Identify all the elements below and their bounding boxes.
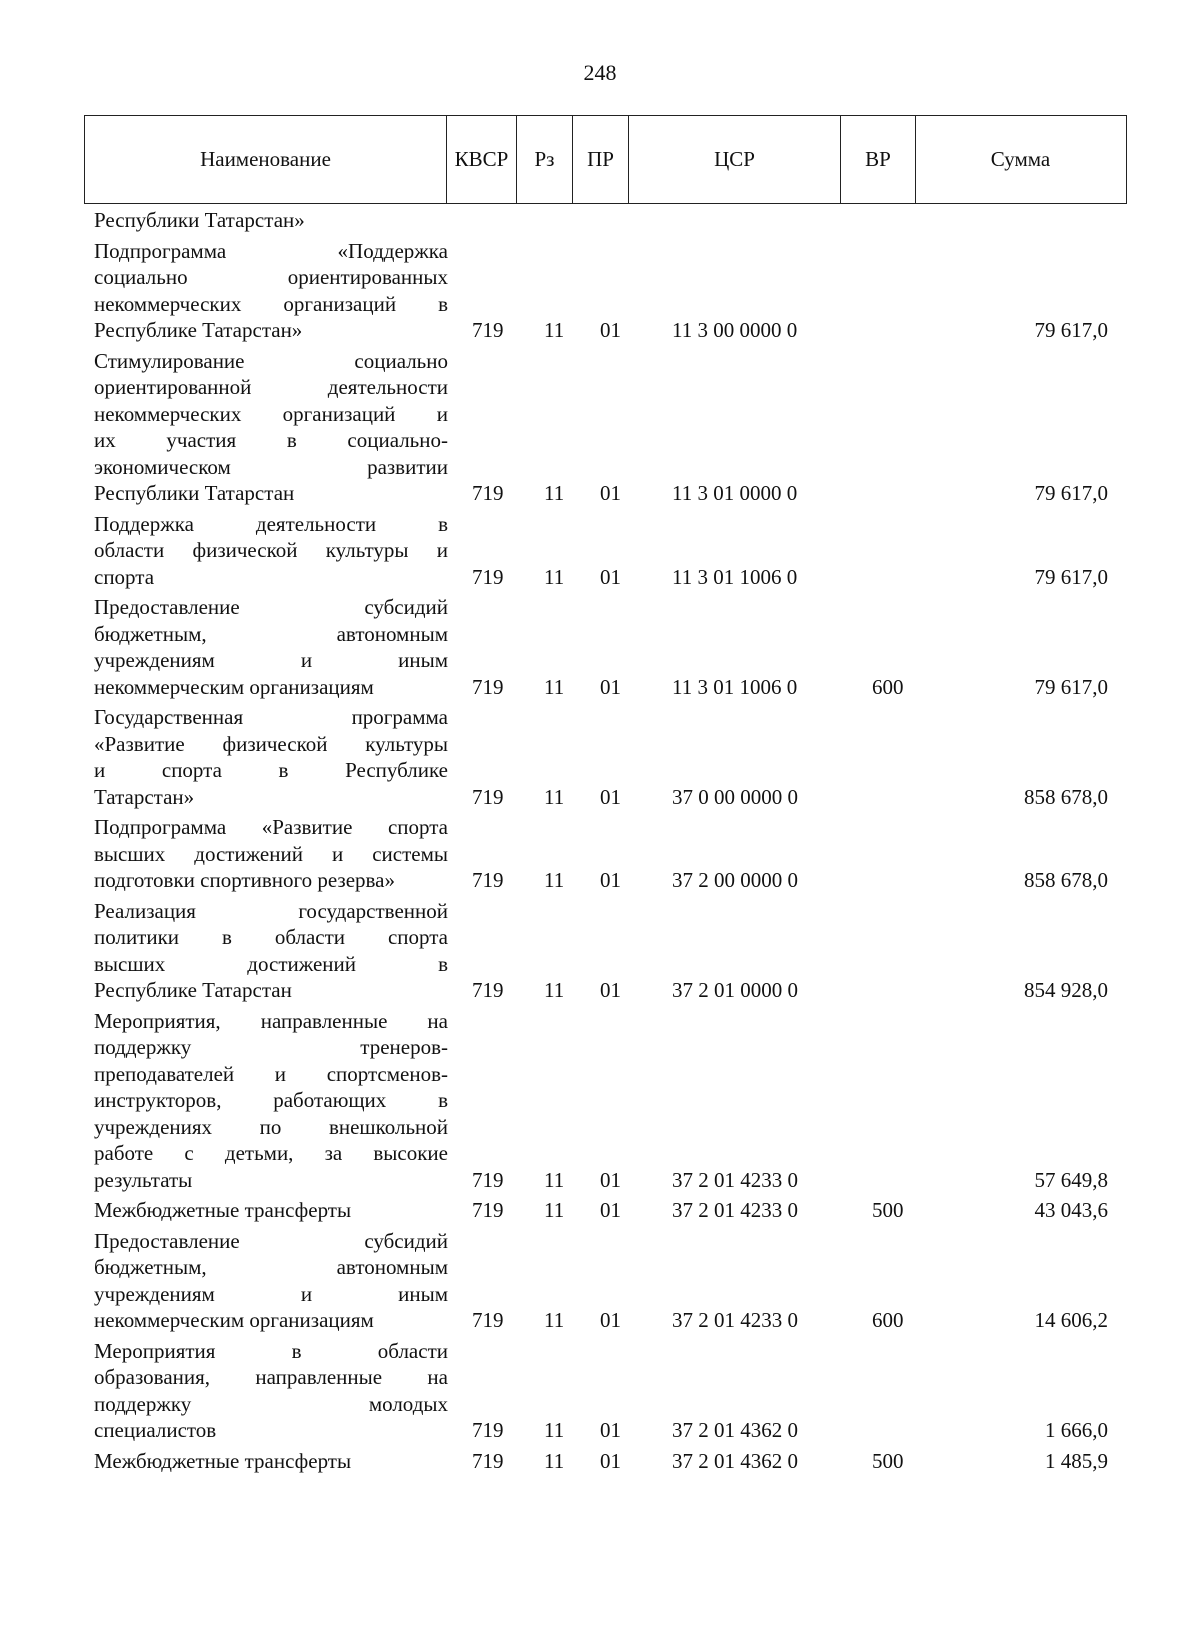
row-name-line: работе с детьми, за высокие [94, 1141, 448, 1165]
row-name-line: учреждениях по внешкольной [94, 1114, 448, 1139]
row-name-line: политики в области спорта [94, 925, 448, 949]
table-row [0, 1338, 1200, 1448]
table-row [0, 1228, 1200, 1338]
row-name-line: поддержку молодых [94, 1391, 448, 1416]
row-name-line: Государственная программа [94, 705, 448, 729]
row-name-line: их участия в социально- [94, 428, 448, 452]
cell-sum: 1 485,9 [1045, 1448, 1108, 1473]
cell-csr: 37 2 00 0000 0 [672, 868, 798, 892]
row-name [94, 1228, 448, 1334]
table-row [0, 1448, 1200, 1479]
row-name-line: Стимулирование социально [94, 348, 448, 373]
row-name-line: подготовки спортивного резерва» [94, 868, 395, 892]
cell-pr: 01 [600, 978, 621, 1002]
cell-csr: 37 2 01 4233 0 [672, 1167, 798, 1192]
cell-pr: 01 [600, 1418, 621, 1442]
row-name-line: Поддержка деятельности в [94, 511, 448, 536]
cell-csr: 37 2 01 4362 0 [672, 1448, 798, 1473]
cell-sum: 79 617,0 [1034, 674, 1108, 699]
row-name-line: преподавателей и спортсменов- [94, 1061, 448, 1086]
row-name [94, 1448, 448, 1475]
cell-kvsr: 719 [472, 784, 504, 809]
row-name-line: Предоставление субсидий [94, 595, 448, 619]
cell-sum: 79 617,0 [1034, 564, 1108, 589]
table-row [0, 207, 1200, 238]
table-row [0, 814, 1200, 898]
cell-csr: 11 3 01 1006 0 [672, 674, 798, 699]
cell-kvsr: 719 [472, 564, 504, 589]
row-name [94, 1008, 448, 1194]
cell-vr: 500 [872, 1448, 904, 1473]
row-name-line: некоммерческим организациям [94, 1308, 374, 1332]
row-name-line: результаты [94, 1167, 193, 1192]
cell-sum: 858 678,0 [1024, 868, 1108, 892]
row-name-line: Межбюджетные трансферты [94, 1198, 352, 1222]
cell-pr: 01 [600, 1448, 621, 1473]
cell-kvsr: 719 [472, 1418, 504, 1442]
row-name-line: Реализация государственной [94, 898, 448, 923]
row-name [94, 1197, 448, 1224]
row-name [94, 594, 448, 700]
cell-sum: 854 928,0 [1024, 978, 1108, 1002]
cell-rz: 11 [544, 674, 565, 699]
row-name-line: некоммерческим организациям [94, 674, 374, 699]
row-name-line: «Развитие физической культуры [94, 731, 448, 756]
row-name-line: социально ориентированных [94, 265, 448, 289]
cell-rz: 11 [544, 1448, 565, 1473]
cell-sum: 79 617,0 [1034, 318, 1108, 342]
cell-rz: 11 [544, 978, 565, 1002]
header-vr: ВР [840, 116, 915, 203]
cell-csr: 37 0 00 0000 0 [672, 784, 798, 809]
cell-rz: 11 [544, 318, 565, 342]
row-name [94, 511, 448, 591]
page-number: 248 [583, 60, 617, 85]
row-name-line: бюджетным, автономным [94, 621, 448, 646]
cell-sum: 43 043,6 [1034, 1198, 1108, 1222]
row-name [94, 814, 448, 894]
cell-pr: 01 [600, 1198, 621, 1222]
table-row [0, 1008, 1200, 1198]
cell-csr: 11 3 01 1006 0 [672, 564, 798, 589]
cell-kvsr: 719 [472, 481, 504, 505]
cell-kvsr: 719 [472, 1198, 504, 1222]
table-row [0, 594, 1200, 704]
cell-csr: 37 2 01 4233 0 [672, 1198, 798, 1222]
cell-pr: 01 [600, 674, 621, 699]
header-rz: Рз [516, 116, 572, 203]
cell-csr: 37 2 01 4362 0 [672, 1418, 798, 1442]
table-row [0, 348, 1200, 511]
row-name-line: Республики Татарстан» [94, 208, 305, 232]
header-csr: ЦСР [628, 116, 840, 203]
table-row [0, 898, 1200, 1008]
cell-kvsr: 719 [472, 978, 504, 1002]
row-name-line: некоммерческих организаций в [94, 291, 448, 316]
cell-kvsr: 719 [472, 1308, 504, 1332]
cell-rz: 11 [544, 1167, 565, 1192]
cell-sum: 79 617,0 [1034, 481, 1108, 505]
row-name-line: образования, направленные на [94, 1365, 448, 1389]
row-name-line: инструкторов, работающих в [94, 1088, 448, 1112]
row-name-line: высших достижений и системы [94, 841, 448, 866]
header-pr: ПР [572, 116, 628, 203]
row-name [94, 898, 448, 1004]
cell-rz: 11 [544, 1198, 565, 1222]
cell-pr: 01 [600, 1167, 621, 1192]
row-name-line: и спорта в Республике [94, 758, 448, 782]
cell-pr: 01 [600, 481, 621, 505]
row-name-line: некоммерческих организаций и [94, 401, 448, 426]
cell-kvsr: 719 [472, 318, 504, 342]
row-name-line: учреждениям и иным [94, 648, 448, 672]
cell-rz: 11 [544, 784, 565, 809]
cell-vr: 600 [872, 1308, 904, 1332]
cell-pr: 01 [600, 868, 621, 892]
table-row [0, 704, 1200, 814]
table-row [0, 1197, 1200, 1228]
cell-sum: 858 678,0 [1024, 784, 1108, 809]
table-header [84, 115, 1127, 204]
cell-pr: 01 [600, 784, 621, 809]
row-name [94, 238, 448, 344]
cell-pr: 01 [600, 318, 621, 342]
row-name [94, 704, 448, 810]
cell-csr: 11 3 01 0000 0 [672, 481, 798, 505]
row-name-line: Мероприятия, направленные на [94, 1008, 448, 1033]
row-name [94, 207, 448, 234]
row-name-line: поддержку тренеров- [94, 1035, 448, 1059]
row-name-line: специалистов [94, 1418, 217, 1442]
row-name-line: области физической культуры и [94, 538, 448, 562]
header-sum: Сумма [915, 116, 1125, 203]
row-name-line: учреждениям и иным [94, 1281, 448, 1306]
row-name-line: бюджетным, автономным [94, 1255, 448, 1279]
header-name: Наименование [200, 147, 331, 171]
cell-pr: 01 [600, 1308, 621, 1332]
row-name-line: спорта [94, 564, 155, 589]
header-kvsr: КВСР [446, 116, 516, 203]
cell-sum: 14 606,2 [1034, 1308, 1108, 1332]
cell-vr: 600 [872, 674, 904, 699]
cell-sum: 57 649,8 [1034, 1167, 1108, 1192]
cell-rz: 11 [544, 868, 565, 892]
cell-pr: 01 [600, 564, 621, 589]
row-name-line: Предоставление субсидий [94, 1228, 448, 1253]
cell-kvsr: 719 [472, 868, 504, 892]
cell-kvsr: 719 [472, 674, 504, 699]
row-name-line: ориентированной деятельности [94, 375, 448, 399]
table-row [0, 511, 1200, 595]
cell-rz: 11 [544, 1418, 565, 1442]
row-name-line: Межбюджетные трансферты [94, 1448, 352, 1473]
row-name-line: Подпрограмма «Поддержка [94, 238, 448, 263]
row-name-line: Татарстан» [94, 784, 195, 809]
cell-csr: 37 2 01 0000 0 [672, 978, 798, 1002]
row-name-line: Республике Татарстан» [94, 318, 303, 342]
table-row [0, 238, 1200, 348]
cell-csr: 37 2 01 4233 0 [672, 1308, 798, 1332]
row-name-line: Республики Татарстан [94, 481, 295, 505]
cell-kvsr: 719 [472, 1167, 504, 1192]
cell-rz: 11 [544, 1308, 565, 1332]
cell-rz: 11 [544, 564, 565, 589]
cell-vr: 500 [872, 1198, 904, 1222]
cell-csr: 11 3 00 0000 0 [672, 318, 798, 342]
table-body [0, 207, 1200, 1478]
cell-sum: 1 666,0 [1045, 1418, 1108, 1442]
row-name [94, 1338, 448, 1444]
row-name [94, 348, 448, 507]
row-name-line: высших достижений в [94, 951, 448, 976]
cell-kvsr: 719 [472, 1448, 504, 1473]
row-name-line: экономическом развитии [94, 454, 448, 479]
row-name-line: Республике Татарстан [94, 978, 292, 1002]
cell-rz: 11 [544, 481, 565, 505]
row-name-line: Мероприятия в области [94, 1338, 448, 1363]
row-name-line: Подпрограмма «Развитие спорта [94, 815, 448, 839]
